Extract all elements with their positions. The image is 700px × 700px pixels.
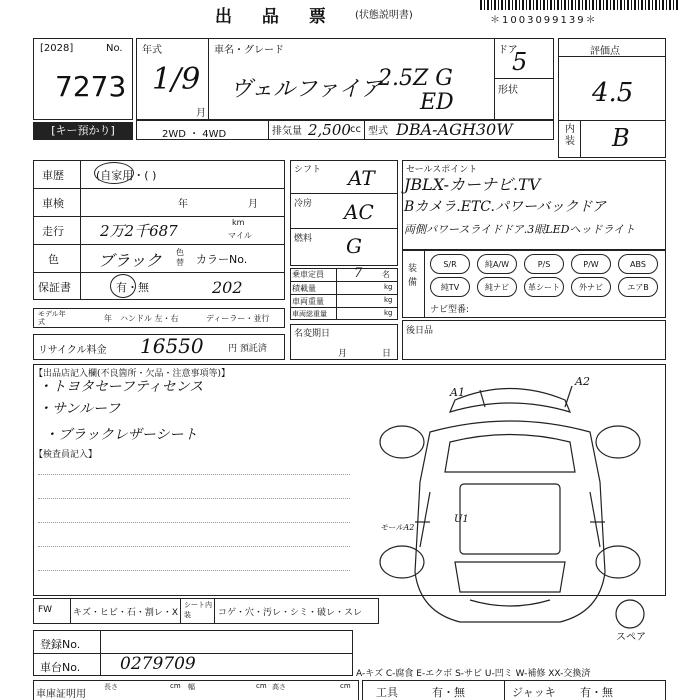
width-unit: cm <box>256 682 267 690</box>
note-line-1: ・トヨタセーフティセンス <box>38 379 204 395</box>
equipment-item: S/R <box>430 254 470 274</box>
note-line-3: ・ブラックレザーシート <box>44 427 198 443</box>
equipment-item: 純TV <box>430 277 470 297</box>
shift-value: AT <box>348 166 375 190</box>
year-month-unit: 月 <box>196 108 206 119</box>
model-code: DBA-AGH30W <box>396 120 513 139</box>
shape-label: 形状 <box>498 85 518 96</box>
displacement-unit: cc <box>350 124 361 135</box>
model-year-label: モデル年式 <box>38 310 66 326</box>
equipment-label: 装備 <box>408 264 418 288</box>
ac-value: AC <box>344 200 374 224</box>
interior-label: 内装 <box>565 124 575 147</box>
later-items-label: 後日品 <box>406 326 434 336</box>
model-label: 型式 <box>368 126 388 137</box>
color-value: ブラック <box>98 251 162 270</box>
equipment-item: 純A/W <box>477 254 517 274</box>
history-label: 車歴 <box>42 169 64 182</box>
color-change-label: 色替 <box>176 248 184 267</box>
total-weight-label: 車両総重量 <box>292 310 327 318</box>
capacity-unit: 名 <box>382 270 390 279</box>
height-unit: cm <box>340 682 351 690</box>
registration-label: 登録No. <box>40 638 81 651</box>
note-line-2: ・サンルーフ <box>38 401 121 417</box>
equipment-item: ABS <box>618 254 658 274</box>
car-name: ヴェルファイア <box>230 77 383 102</box>
selling-point-3: 両側パワースライドドア.3眼LEDヘッドライト <box>404 223 636 236</box>
chassis-number: 0279709 <box>120 654 196 674</box>
equipment-item: P/S <box>524 254 564 274</box>
spare-label: スペア <box>616 632 646 643</box>
km-unit: km <box>232 218 245 227</box>
jack-value: 有・無 <box>580 686 613 699</box>
fuel-value: G <box>346 234 362 258</box>
damage-u1: U1 <box>454 514 469 525</box>
seat-interior-label: シート内装 <box>184 601 212 619</box>
notes-label: 【出品店記入欄(不良箇所・欠品・注意事項等)】 <box>34 369 231 379</box>
equipment-item: 革シート <box>524 277 564 297</box>
width-label: 幅 <box>188 683 195 691</box>
year-label: 年式 <box>142 45 162 56</box>
year-month: 1/9 <box>152 62 201 97</box>
car-name-label: 車名・グレード <box>214 45 284 56</box>
drive-type: 2WD ・ 4WD <box>162 129 227 140</box>
capacity-label: 乗車定員 <box>292 270 324 279</box>
displacement-label: 排気量 <box>272 126 302 137</box>
key-deposit-badge: [キー預かり] <box>33 122 133 140</box>
inspection-month-unit: 月 <box>248 199 258 210</box>
fuel-label: 燃料 <box>294 234 313 244</box>
load-unit: kg <box>384 283 393 291</box>
equipment-item: 外ナビ <box>571 277 611 297</box>
tools-label: 工具 <box>376 686 398 699</box>
lot-no-label: No. <box>106 43 123 54</box>
inspector-label: 【検査員記入】 <box>34 450 98 460</box>
interior-grade: B <box>612 124 630 152</box>
equipment-item: エアB <box>618 277 658 297</box>
damage-side: モールA2 <box>380 523 415 532</box>
car-damage-diagram <box>360 372 660 634</box>
color-label: 色 <box>48 253 59 266</box>
door-value: 5 <box>512 48 528 76</box>
load-label: 積載量 <box>292 284 316 293</box>
name-change-day: 日 <box>382 349 392 359</box>
lot-code: [2028] <box>40 43 74 54</box>
barcode <box>480 0 680 10</box>
fw-items: キズ・ヒビ・石・割レ・X <box>73 608 178 618</box>
model-year-unit: 年 <box>104 314 112 323</box>
door-label: ドア <box>498 45 518 56</box>
selling-points-label: セールスポイント <box>406 165 478 175</box>
mileage-label: 走行 <box>42 225 64 238</box>
dealer-text: ディーラー・並行 <box>206 314 270 323</box>
history-value: (自家用・( ) <box>96 169 157 182</box>
chassis-label: 車台No. <box>40 661 81 674</box>
equipment-item: P/W <box>571 254 611 274</box>
lot-number: 7273 <box>55 70 127 103</box>
jack-label: ジャッキ <box>512 686 556 699</box>
length-label: 長さ <box>104 683 118 691</box>
color-no-label: カラーNo. <box>196 253 248 266</box>
document-subtitle: (状態説明書) <box>355 10 413 21</box>
selling-point-2: Bカメラ.ETC.パワーバックドア <box>404 199 606 215</box>
navi-model-label: ナビ型番: <box>430 305 470 315</box>
selling-point-1: JBLX-カーナビ.TV <box>404 175 541 194</box>
shift-label: シフト <box>294 165 322 175</box>
garage-cert-label: 車庫証明用 <box>36 689 86 700</box>
total-weight-unit: kg <box>384 309 393 317</box>
seat-items: コゲ・穴・汚レ・シミ・破レ・スレ <box>218 608 363 618</box>
name-change-month: 月 <box>338 349 348 359</box>
warranty-label: 保証書 <box>38 281 71 294</box>
recycle-unit: 円 預託済 <box>228 344 267 354</box>
mileage-value: 2万2千687 <box>100 222 178 240</box>
key-deposit-label: キー預かり <box>55 124 111 137</box>
car-grade: 2.5Z G <box>378 66 453 91</box>
recycle-label: リサイクル料金 <box>38 345 107 356</box>
ac-label: 冷房 <box>294 199 313 209</box>
rating-label: 評価点 <box>590 46 620 57</box>
barcode-number: ＊1003099139＊ <box>490 15 598 26</box>
inspection-year-unit: 年 <box>178 199 188 210</box>
length-unit: cm <box>170 682 181 690</box>
rating-value: 4.5 <box>592 78 634 108</box>
name-change-label: 名変期日 <box>294 329 331 339</box>
damage-legend: A-キズ C-腐食 E-エクボ S-サビ U-凹ミ W-補修 XX-交換済 <box>356 669 591 679</box>
tools-value: 有・無 <box>432 686 465 699</box>
color-no-value: 202 <box>212 278 243 297</box>
capacity-value: 7 <box>354 266 363 281</box>
car-grade-2: ED <box>420 90 454 115</box>
recycle-value: 16550 <box>140 334 204 358</box>
mile-unit: マイル <box>228 231 252 240</box>
handle-text: ハンドル 左・右 <box>120 314 179 323</box>
damage-a2-front: A2 <box>575 375 590 388</box>
weight-label: 車両重量 <box>292 297 324 306</box>
later-items-box <box>402 320 666 360</box>
equipment-item: 純ナビ <box>477 277 517 297</box>
displacement-value: 2,500 <box>308 121 351 139</box>
warranty-value: 有・無 <box>116 281 149 294</box>
document-title: 出 品 票 <box>215 7 338 27</box>
damage-a1-front: A1 <box>450 386 465 399</box>
inspection-label: 車検 <box>42 197 64 210</box>
height-label: 高さ <box>272 683 286 691</box>
fw-label: FW <box>38 605 53 615</box>
weight-unit: kg <box>384 296 393 304</box>
